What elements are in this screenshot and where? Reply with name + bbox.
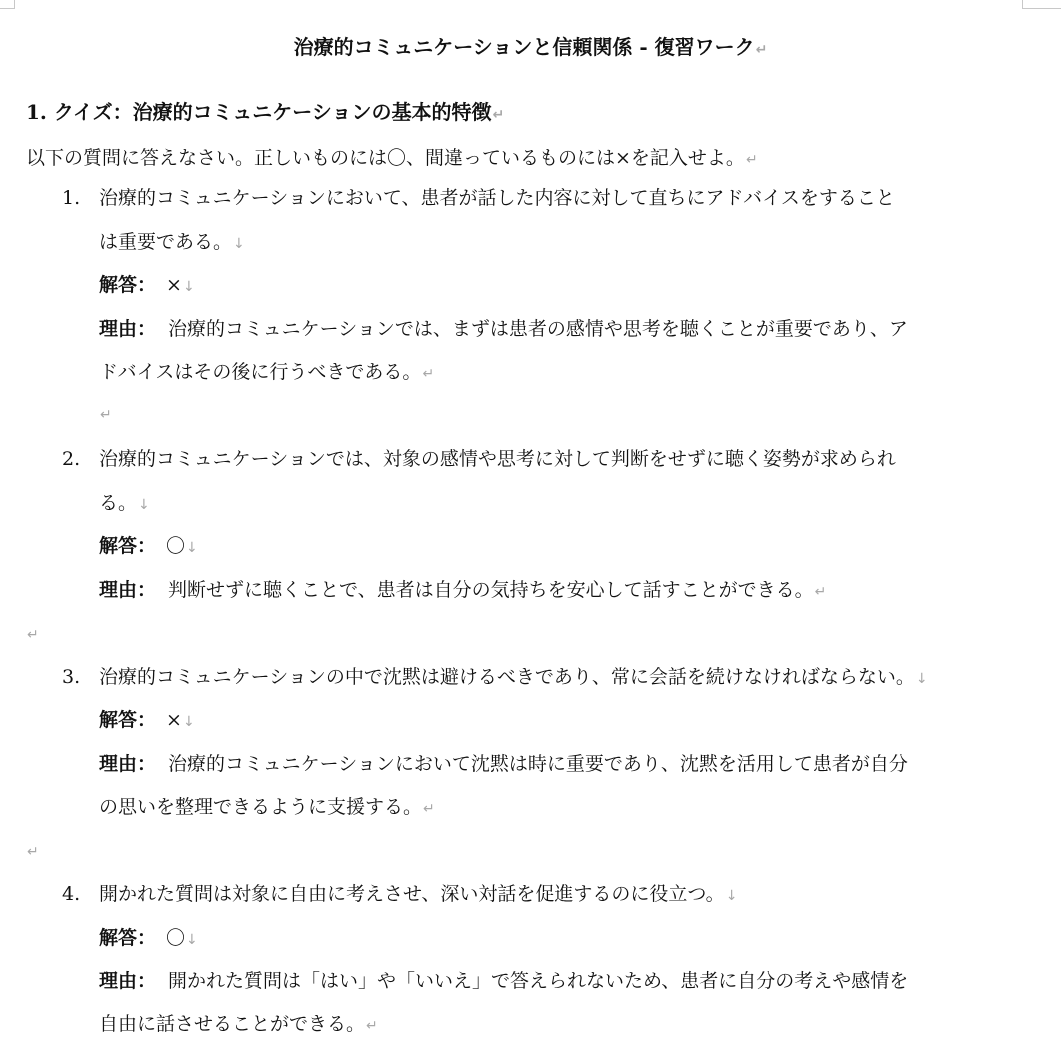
- page-corner-mark-left: [0, 0, 15, 9]
- reason-line[interactable]: [99, 751, 908, 777]
- answer-line[interactable]: 解答： ×↓: [99, 274, 195, 296]
- empty-paragraph[interactable]: ↵: [27, 627, 39, 643]
- answer-line[interactable]: 解答： 〇↓: [99, 535, 198, 557]
- question-number: 1.: [62, 187, 81, 209]
- page-corner-mark-right: [1022, 0, 1061, 9]
- question-text[interactable]: は重要である。↓: [99, 231, 245, 253]
- section-heading[interactable]: 1. クイズ：治療的コミュニケーションの基本的特徴↵: [26, 100, 505, 124]
- answer-label: 解答：: [99, 535, 157, 557]
- answer-label: 解答：: [99, 274, 157, 296]
- reason-line[interactable]: [99, 968, 908, 994]
- answer-value: ×: [166, 274, 182, 296]
- question-text[interactable]: 治療的コミュニケーションでは、対象の感情や思考に対して判断をせずに聴く姿勢が求められ: [99, 448, 896, 470]
- instruction-text[interactable]: 以下の質問に答えなさい。正しいものには〇、間違っているものには×を記入せよ。↵: [26, 147, 758, 169]
- reason-text: 判断せずに聴くことで、患者は自分の気持ちを安心して話すことができる。: [168, 579, 814, 601]
- answer-value: 〇: [166, 535, 186, 557]
- reason-text: 治療的コミュニケーションにおいて沈黙は時に重要であり、沈黙を活用して患者が自分: [168, 753, 908, 775]
- question-number: 3.: [62, 666, 81, 688]
- answer-line[interactable]: 解答： 〇↓: [99, 927, 198, 949]
- answer-label: 解答：: [99, 709, 157, 731]
- reason-label: 理由：: [99, 318, 157, 340]
- reason-line[interactable]: [99, 316, 908, 342]
- reason-line[interactable]: ドバイスはその後に行うべきである。↵: [99, 361, 435, 383]
- answer-value: ×: [166, 709, 182, 731]
- question-text[interactable]: 治療的コミュニケーションの中で沈黙は避けるべきであり、常に会話を続けなければならない。↓: [99, 666, 928, 688]
- question-number: 4.: [62, 883, 81, 905]
- answer-label: 解答：: [99, 927, 157, 949]
- question-text[interactable]: 治療的コミュニケーションにおいて、患者が話した内容に対して直ちにアドバイスをすること: [99, 187, 895, 209]
- reason-label: 理由：: [99, 970, 157, 992]
- reason-line[interactable]: の思いを整理できるように支援する。↵: [99, 796, 435, 818]
- answer-value: 〇: [166, 927, 186, 949]
- reason-label: 理由：: [99, 579, 157, 601]
- reason-line[interactable]: 自由に話させることができる。↵: [99, 1013, 378, 1035]
- answer-line[interactable]: 解答： ×↓: [99, 709, 195, 731]
- reason-label: 理由：: [99, 753, 157, 775]
- reason-text: 治療的コミュニケーションでは、まずは患者の感情や思考を聴くことが重要であり、ア: [168, 318, 908, 340]
- document-title[interactable]: 治療的コミュニケーションと信頼関係 - 復習ワーク↵: [293, 35, 768, 59]
- empty-paragraph[interactable]: ↵: [100, 407, 112, 423]
- reason-line[interactable]: 理由： 判断せずに聴くことで、患者は自分の気持ちを安心して話すことができる。↵: [99, 579, 827, 601]
- question-text[interactable]: 開かれた質問は対象に自由に考えさせ、深い対話を促進するのに役立つ。↓: [99, 883, 738, 905]
- empty-paragraph[interactable]: ↵: [27, 844, 39, 860]
- question-text[interactable]: る。↓: [99, 492, 150, 514]
- question-number: 2.: [62, 448, 81, 470]
- reason-text: 開かれた質問は「はい」や「いいえ」で答えられないため、患者に自分の考えや感情を: [168, 970, 909, 992]
